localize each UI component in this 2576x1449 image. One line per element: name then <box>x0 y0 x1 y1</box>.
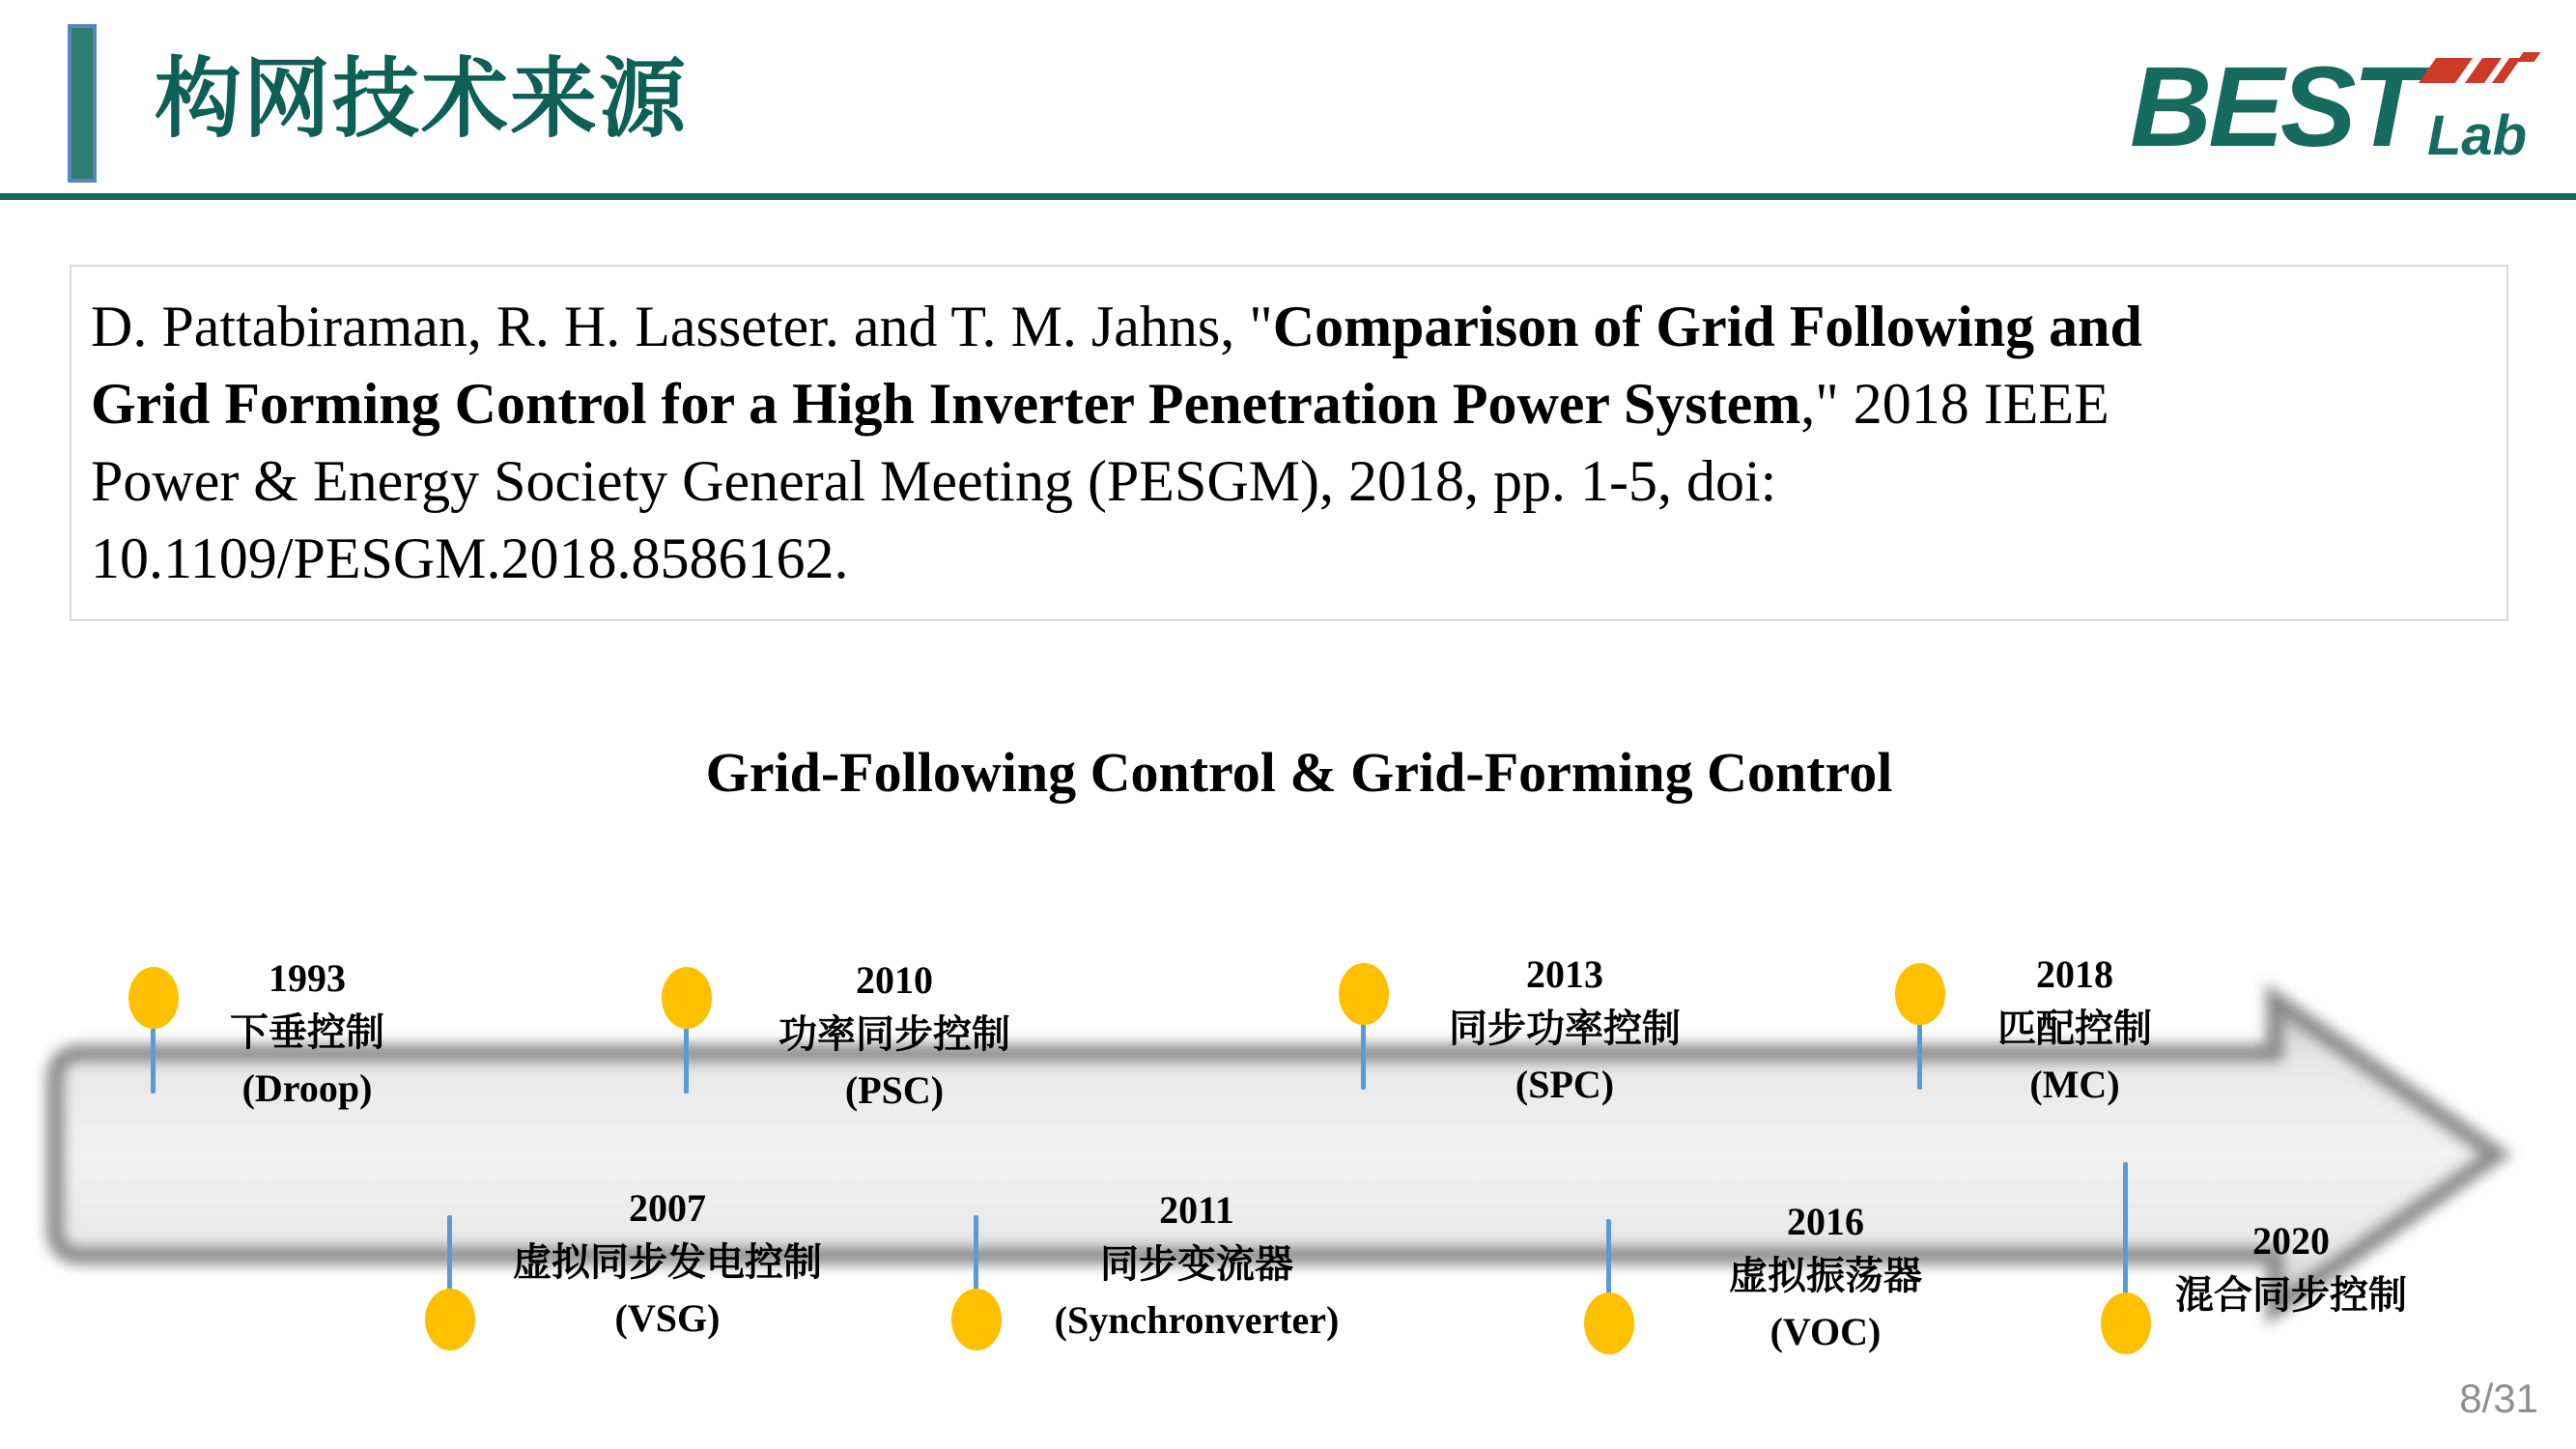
citation-line: Power & Energy Society General Meeting (PESGM), 2018, pp. 1-5, doi: <box>91 449 1777 513</box>
event-stem <box>684 1028 689 1094</box>
event-stem <box>447 1215 452 1293</box>
citation-line: 10.1109/PESGM.2018.8586162. <box>91 526 849 590</box>
event-title-zh: 匹配控制 <box>1997 1008 2152 1050</box>
event-title-zh: 同步功率控制 <box>1449 1008 1681 1050</box>
event-abbr-en: (Droop) <box>241 1066 373 1110</box>
event-label <box>2175 1213 2407 1323</box>
logo-best-text: BEST <box>2130 43 2419 171</box>
event-label <box>1449 947 1681 1112</box>
event-year: 2020 <box>2252 1219 2330 1263</box>
event-abbr-en: (SPC) <box>1514 1063 1615 1106</box>
event-stem <box>1361 1024 1366 1090</box>
event-year: 2013 <box>1526 952 1603 996</box>
event-marker <box>2101 1293 2151 1354</box>
event-marker <box>662 967 712 1029</box>
event-marker <box>1339 963 1389 1025</box>
event-label <box>778 952 1010 1118</box>
citation-line: D. Pattabiraman, R. H. Lasseter. and T. M. Jahns, "Comparison of Grid Following and <box>91 295 2142 358</box>
event-marker <box>951 1289 1002 1350</box>
event-stem <box>1917 1024 1922 1090</box>
event-abbr-en: (VSG) <box>614 1296 721 1340</box>
event-year: 2011 <box>1159 1188 1234 1232</box>
event-title-zh: 虚拟振荡器 <box>1729 1255 1922 1297</box>
event-year: 2010 <box>856 958 933 1002</box>
event-label <box>1055 1182 1340 1348</box>
event-year: 1993 <box>269 956 346 1000</box>
event-abbr-en: (MC) <box>2029 1063 2120 1106</box>
event-title-zh: 混合同步控制 <box>2175 1274 2407 1317</box>
page-title: 构网技术来源 <box>155 51 688 148</box>
event-title-zh: 下垂控制 <box>230 1011 384 1054</box>
event-label <box>230 951 384 1116</box>
event-abbr-en: (Synchronverter) <box>1054 1298 1340 1342</box>
event-year: 2016 <box>1787 1200 1864 1243</box>
event-abbr-en: (VOC) <box>1769 1310 1882 1353</box>
event-marker <box>425 1289 475 1350</box>
event-stem <box>974 1215 978 1293</box>
event-title-zh: 同步变流器 <box>1100 1243 1293 1286</box>
event-title-zh: 功率同步控制 <box>778 1013 1010 1056</box>
event-label <box>1729 1194 1922 1359</box>
event-marker <box>1895 963 1945 1025</box>
event-stem <box>151 1028 156 1094</box>
citation-line: Grid Forming Control for a High Inverter Penetration Power System," 2018 IEEE <box>91 372 2109 436</box>
event-marker <box>128 967 179 1029</box>
event-label <box>513 1180 822 1346</box>
event-label <box>1997 947 2152 1112</box>
event-stem <box>2123 1162 2128 1297</box>
logo-lab-text: Lab <box>2427 104 2528 167</box>
event-stem <box>1606 1219 1611 1296</box>
event-title-zh: 虚拟同步发电控制 <box>513 1241 822 1284</box>
event-year: 2007 <box>629 1186 706 1230</box>
section-heading: Grid-Following Control & Grid-Forming Control <box>705 741 1893 804</box>
event-marker <box>1584 1293 1634 1354</box>
event-abbr-en: (PSC) <box>844 1068 945 1112</box>
event-year: 2018 <box>2036 952 2113 996</box>
page-number: 8/31 <box>2459 1376 2538 1421</box>
